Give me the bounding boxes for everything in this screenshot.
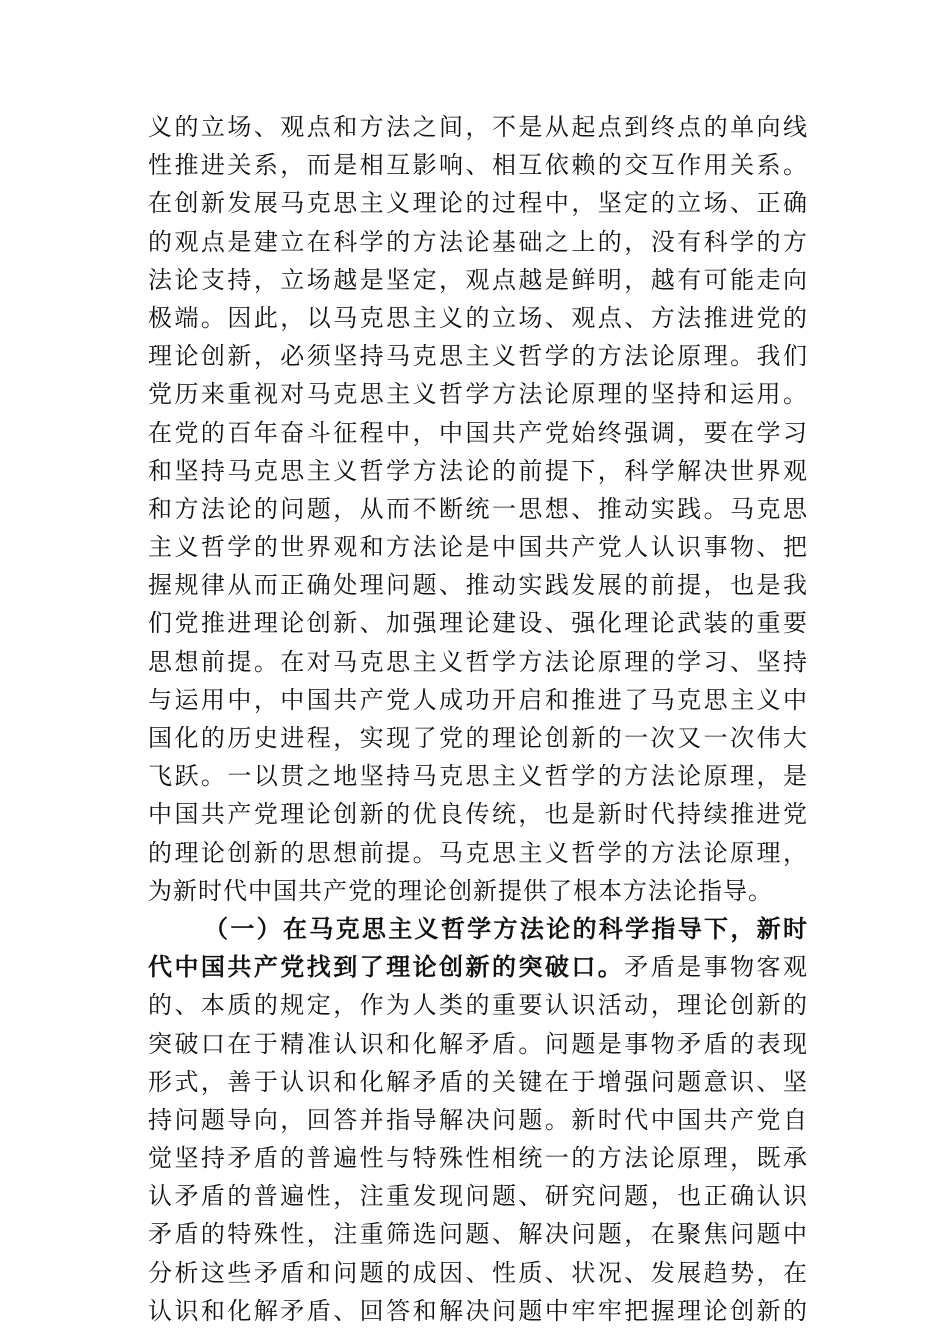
text-line: 法论支持，立场越是坚定，观点越是鲜明，越有可能走向 [148, 265, 808, 294]
text-run: 矛盾是事物客观 [624, 953, 808, 982]
text-line: 认矛盾的普遍性，注重发现问题、研究问题，也正确认识 [148, 1182, 808, 1211]
text-line: 突破口在于精准认识和化解矛盾。问题是事物矛盾的表现 [148, 1029, 808, 1058]
text-line: 觉坚持矛盾的普遍性与特殊性相统一的方法论原理，既承 [148, 1144, 808, 1173]
paragraph [148, 108, 808, 910]
text-line: 为新时代中国共产党的理论创新提供了根本方法论指导。 [148, 876, 773, 905]
text-line: 中国共产党理论创新的优良传统，也是新时代持续推进党 [148, 800, 808, 829]
text-line: 义的立场、观点和方法之间，不是从起点到终点的单向线 [148, 113, 808, 141]
paragraph [148, 910, 808, 1330]
text-line: 和坚持马克思主义哲学方法论的前提下，科学解决世界观 [148, 456, 808, 485]
body-text [148, 108, 808, 1330]
text-line: 的理论创新的思想前提。马克思主义哲学的方法论原理， [148, 838, 808, 867]
text-line: 认识和化解矛盾、回答和解决问题中牢牢把握理论创新的 [148, 1296, 808, 1325]
text-line: 在党的百年奋斗征程中，中国共产党始终强调，要在学习 [148, 418, 808, 447]
text-line: 在创新发展马克思主义理论的过程中，坚定的立场、正确 [148, 189, 808, 218]
text-line: 党历来重视对马克思主义哲学方法论原理的坚持和运用。 [148, 380, 808, 409]
text-line: 分析这些矛盾和问题的成因、性质、状况、发展趋势，在 [148, 1258, 808, 1287]
text-line: 握规律从而正确处理问题、推动实践发展的前提，也是我 [148, 571, 808, 600]
text-line: 性推进关系，而是相互影响、相互依赖的交互作用关系。 [148, 151, 808, 180]
text-line: 主义哲学的世界观和方法论是中国共产党人认识事物、把 [148, 533, 808, 562]
text-line [148, 948, 808, 986]
text-line: 思想前提。在对马克思主义哲学方法论原理的学习、坚持 [148, 647, 808, 676]
text-line: 的观点是建立在科学的方法论基础之上的，没有科学的方 [148, 227, 808, 256]
section-heading: （一）在马克思主义哲学方法论的科学指导下，新时 [204, 913, 808, 943]
text-line: 理论创新，必须坚持马克思主义哲学的方法论原理。我们 [148, 342, 808, 371]
text-line: 持问题导向，回答并指导解决问题。新时代中国共产党自 [148, 1105, 808, 1134]
section-heading-line [148, 910, 808, 948]
text-line: 和方法论的问题，从而不断统一思想、推动实践。马克思 [148, 494, 808, 523]
text-line: 与运用中，中国共产党人成功开启和推进了马克思主义中 [148, 685, 808, 714]
text-line: 的、本质的规定，作为人类的重要认识活动，理论创新的 [148, 991, 808, 1020]
text-line: 飞跃。一以贯之地坚持马克思主义哲学的方法论原理，是 [148, 762, 808, 791]
section-heading-continued: 代中国共产党找到了理论创新的突破口。 [148, 952, 625, 982]
text-line: 们党推进理论创新、加强理论建设、强化理论武装的重要 [148, 609, 808, 638]
text-line: 形式，善于认识和化解矛盾的关键在于增强问题意识、坚 [148, 1067, 808, 1096]
text-line: 国化的历史进程，实现了党的理论创新的一次又一次伟大 [148, 724, 808, 752]
text-line: 极端。因此，以马克思主义的立场、观点、方法推进党的 [148, 303, 808, 332]
text-line: 矛盾的特殊性，注重筛选问题、解决问题，在聚焦问题中 [148, 1220, 808, 1249]
